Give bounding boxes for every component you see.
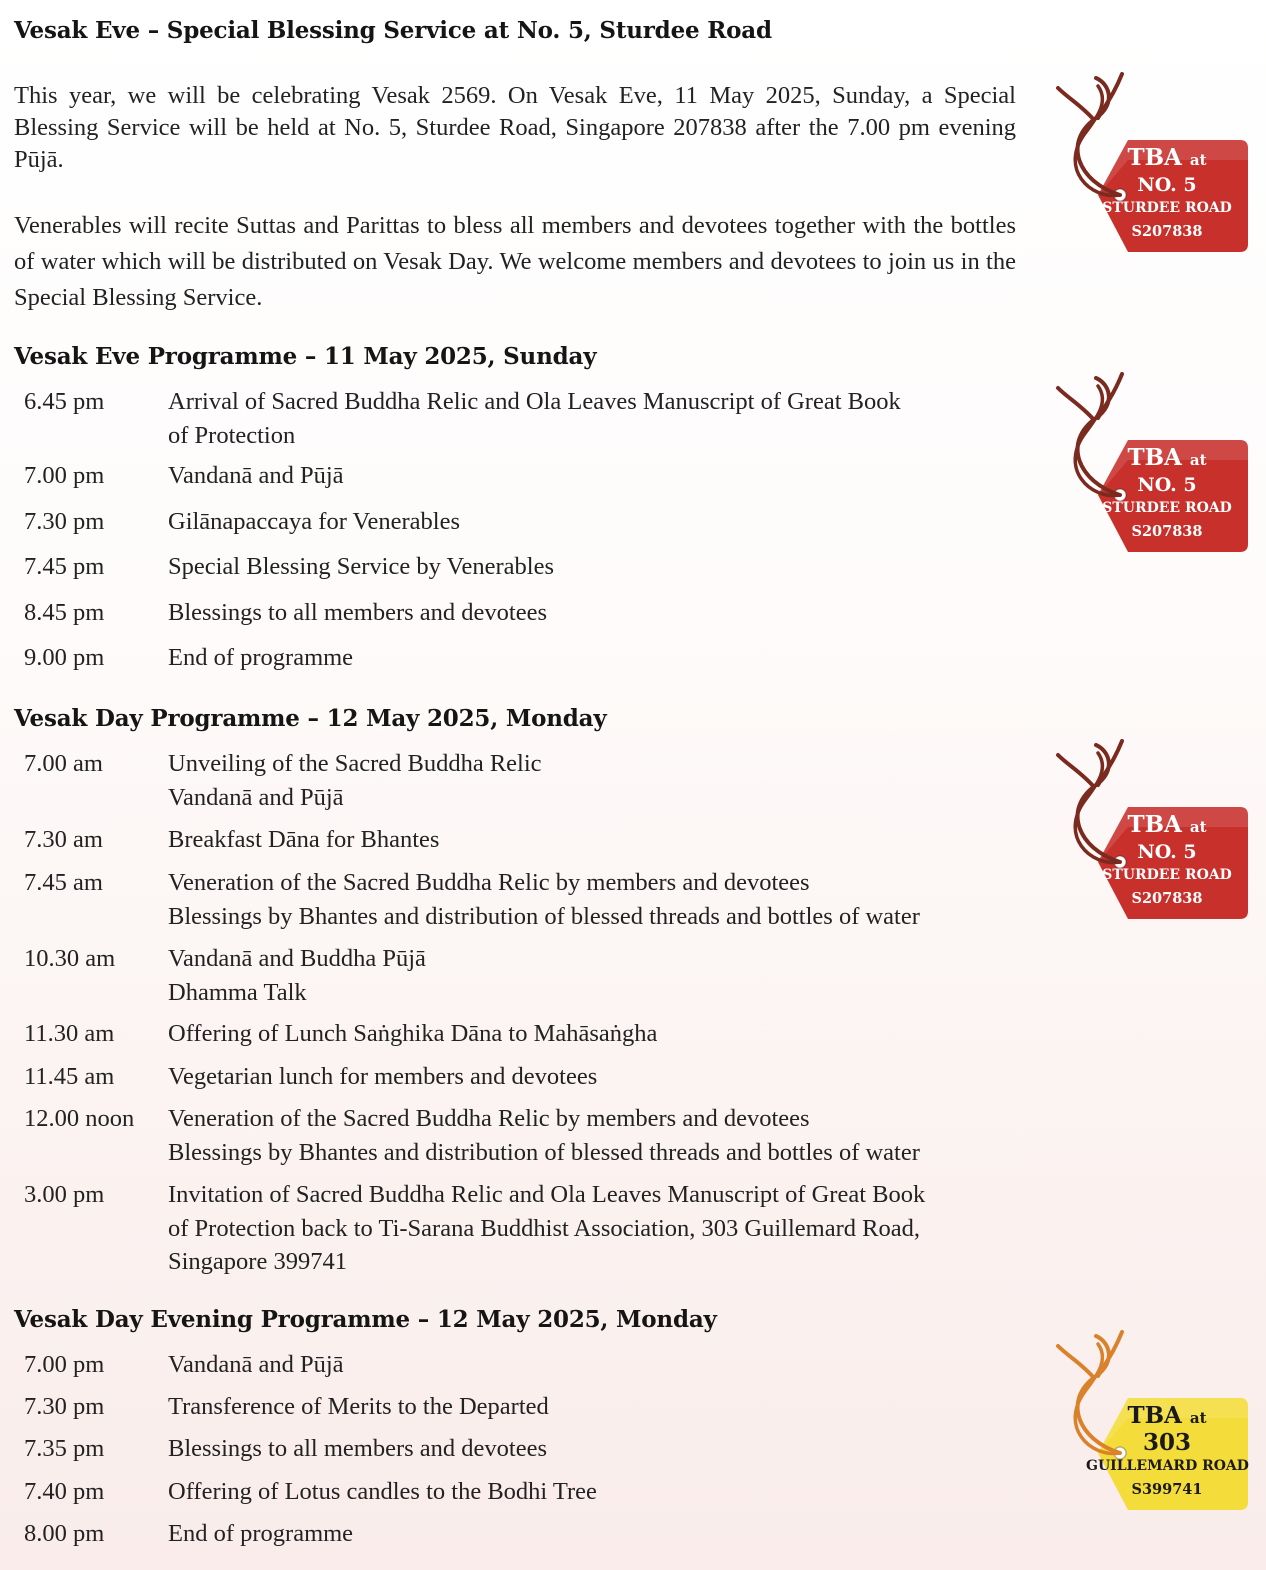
tag-at: at: [1189, 1409, 1207, 1427]
tag-title: [1086, 811, 1248, 838]
schedule-time: 8.00 pm: [24, 1520, 105, 1547]
schedule-time: 12.00 noon: [24, 1105, 135, 1132]
schedule-time: 11.30 am: [24, 1020, 115, 1047]
description-line: Dhamma Talk: [168, 978, 307, 1006]
intro-paragraph-1: This year, we will be celebrating Vesak 2569. On Vesak Eve, 11 May 2025, Sunday, a Special Blessing Service will be held at No. 5, Sturdee Road, Singapore 207838 after the 7.00 pm evening Pūjā.: [14, 82, 1016, 173]
schedule-time: 7.30 pm: [24, 1393, 105, 1420]
schedule-description: [168, 1475, 1028, 1509]
description-line: Special Blessing Service by Venerables: [168, 553, 555, 580]
schedule-description: [168, 385, 1028, 452]
tag-road: STURDEE ROAD: [1102, 867, 1232, 883]
tag-postal: S207838: [1131, 890, 1203, 907]
schedule-description: [168, 459, 1028, 493]
description-line: Blessings to all members and devotees: [168, 599, 547, 626]
programme-heading: Vesak Day Programme – 12 May 2025, Monday: [14, 705, 607, 732]
schedule-time: 8.45 pm: [24, 599, 105, 626]
schedule-time: 7.45 am: [24, 869, 103, 896]
schedule-time: 9.00 pm: [24, 644, 105, 671]
tag-postal: S207838: [1131, 223, 1203, 240]
schedule-description: [168, 596, 1028, 630]
description-line: of Protection back to Ti-Sarana Buddhist Association, 303 Guillemard Road,: [168, 1214, 920, 1242]
description-line: of Protection: [168, 421, 296, 449]
address-tag-icon: [1050, 737, 1250, 927]
tag-name: TBA: [1127, 144, 1182, 171]
schedule-description: [168, 1348, 1028, 1382]
tag-postal: S399741: [1131, 1481, 1203, 1498]
description-line: Invitation of Sacred Buddha Relic and Ola Leaves Manuscript of Great Book: [168, 1181, 926, 1208]
description-line: Blessings by Bhantes and distribution of blessed threads and bottles of water: [168, 902, 920, 930]
programme-heading: Vesak Day Evening Programme – 12 May 2025, Monday: [14, 1306, 717, 1333]
tag-road: GUILLEMARD ROAD: [1086, 1458, 1249, 1474]
description-line: Transference of Merits to the Departed: [168, 1393, 549, 1420]
description-line: Vandanā and Pūjā: [168, 1351, 344, 1378]
schedule-time: 7.00 pm: [24, 462, 105, 489]
schedule-time: 7.30 pm: [24, 508, 105, 535]
description-line: Offering of Lunch Saṅghika Dāna to Mahāsaṅgha: [168, 1020, 658, 1047]
description-line: Breakfast Dāna for Bhantes: [168, 826, 440, 853]
description-line: Vandanā and Buddha Pūjā: [168, 945, 426, 972]
description-line: Veneration of the Sacred Buddha Relic by members and devotees: [168, 869, 810, 896]
tag-title: [1086, 144, 1248, 171]
description-line: Vandanā and Pūjā: [168, 783, 344, 811]
schedule-description: [168, 1060, 1028, 1094]
schedule-time: 7.00 am: [24, 750, 103, 777]
tag-name: TBA: [1127, 444, 1182, 471]
programme-heading: Vesak Eve Programme – 11 May 2025, Sunday: [14, 343, 597, 370]
tag-name: TBA: [1127, 1402, 1182, 1429]
description-line: Blessings by Bhantes and distribution of blessed threads and bottles of water: [168, 1138, 920, 1166]
tag-place: NO. 5: [1137, 841, 1197, 863]
tag-at: at: [1189, 151, 1207, 169]
description-line: Singapore 399741: [168, 1248, 347, 1275]
address-tag-icon: [1050, 1328, 1250, 1518]
description-line: Blessings to all members and devotees: [168, 1435, 547, 1462]
description-line: Arrival of Sacred Buddha Relic and Ola Leaves Manuscript of Great Book: [168, 388, 901, 415]
schedule-time: 7.40 pm: [24, 1478, 105, 1505]
description-line: Offering of Lotus candles to the Bodhi Tree: [168, 1478, 597, 1505]
description-line: End of programme: [168, 644, 354, 671]
schedule-time: 7.45 pm: [24, 553, 105, 580]
tag-place: NO. 5: [1137, 474, 1197, 496]
schedule-description: [168, 641, 1028, 675]
description-line: Veneration of the Sacred Buddha Relic by members and devotees: [168, 1105, 810, 1132]
tag-place: NO. 5: [1137, 174, 1197, 196]
schedule-description: [168, 823, 1028, 857]
schedule-time: 7.35 pm: [24, 1435, 105, 1462]
schedule-description: [168, 1432, 1028, 1466]
description-line: Vandanā and Pūjā: [168, 462, 344, 489]
address-tag-icon: [1050, 370, 1250, 560]
schedule-time: 7.30 am: [24, 826, 103, 853]
schedule-description: [168, 866, 1028, 933]
tag-road: STURDEE ROAD: [1102, 200, 1232, 216]
schedule-time: 6.45 pm: [24, 388, 105, 415]
schedule-description: [168, 1517, 1028, 1551]
description-line: End of programme: [168, 1520, 354, 1547]
tag-at: at: [1189, 451, 1207, 469]
schedule-time: 11.45 am: [24, 1063, 115, 1090]
address-tag-icon: [1050, 70, 1250, 260]
tag-postal: S207838: [1131, 523, 1203, 540]
schedule-description: [168, 942, 1028, 1009]
schedule-time: 7.00 pm: [24, 1351, 105, 1378]
schedule-time: 3.00 pm: [24, 1181, 105, 1208]
tag-title: [1086, 444, 1248, 471]
tag-road: STURDEE ROAD: [1102, 500, 1232, 516]
schedule-description: [168, 505, 1028, 539]
page-title: Vesak Eve – Special Blessing Service at No. 5, Sturdee Road: [14, 17, 772, 44]
tag-name: TBA: [1127, 811, 1182, 838]
description-line: Vegetarian lunch for members and devotees: [168, 1063, 598, 1090]
tag-at: at: [1189, 818, 1207, 836]
schedule-time: 10.30 am: [24, 945, 116, 972]
schedule-description: [168, 550, 1028, 584]
schedule-description: [168, 1102, 1028, 1169]
tag-place: 303: [1142, 1429, 1191, 1456]
schedule-description: [168, 1017, 1028, 1051]
schedule-description: [168, 1390, 1028, 1424]
schedule-description: [168, 1178, 1028, 1279]
description-line: Gilānapaccaya for Venerables: [168, 508, 461, 535]
intro-paragraph-2: Venerables will recite Suttas and Parittas to bless all members and devotees together with the bottles of water which will be distributed on Vesak Day. We welcome members and devotees to join us in the Special Blessing Service.: [14, 212, 1016, 311]
schedule-description: [168, 747, 1028, 814]
tag-title: [1086, 1402, 1248, 1429]
description-line: Unveiling of the Sacred Buddha Relic: [168, 750, 542, 777]
